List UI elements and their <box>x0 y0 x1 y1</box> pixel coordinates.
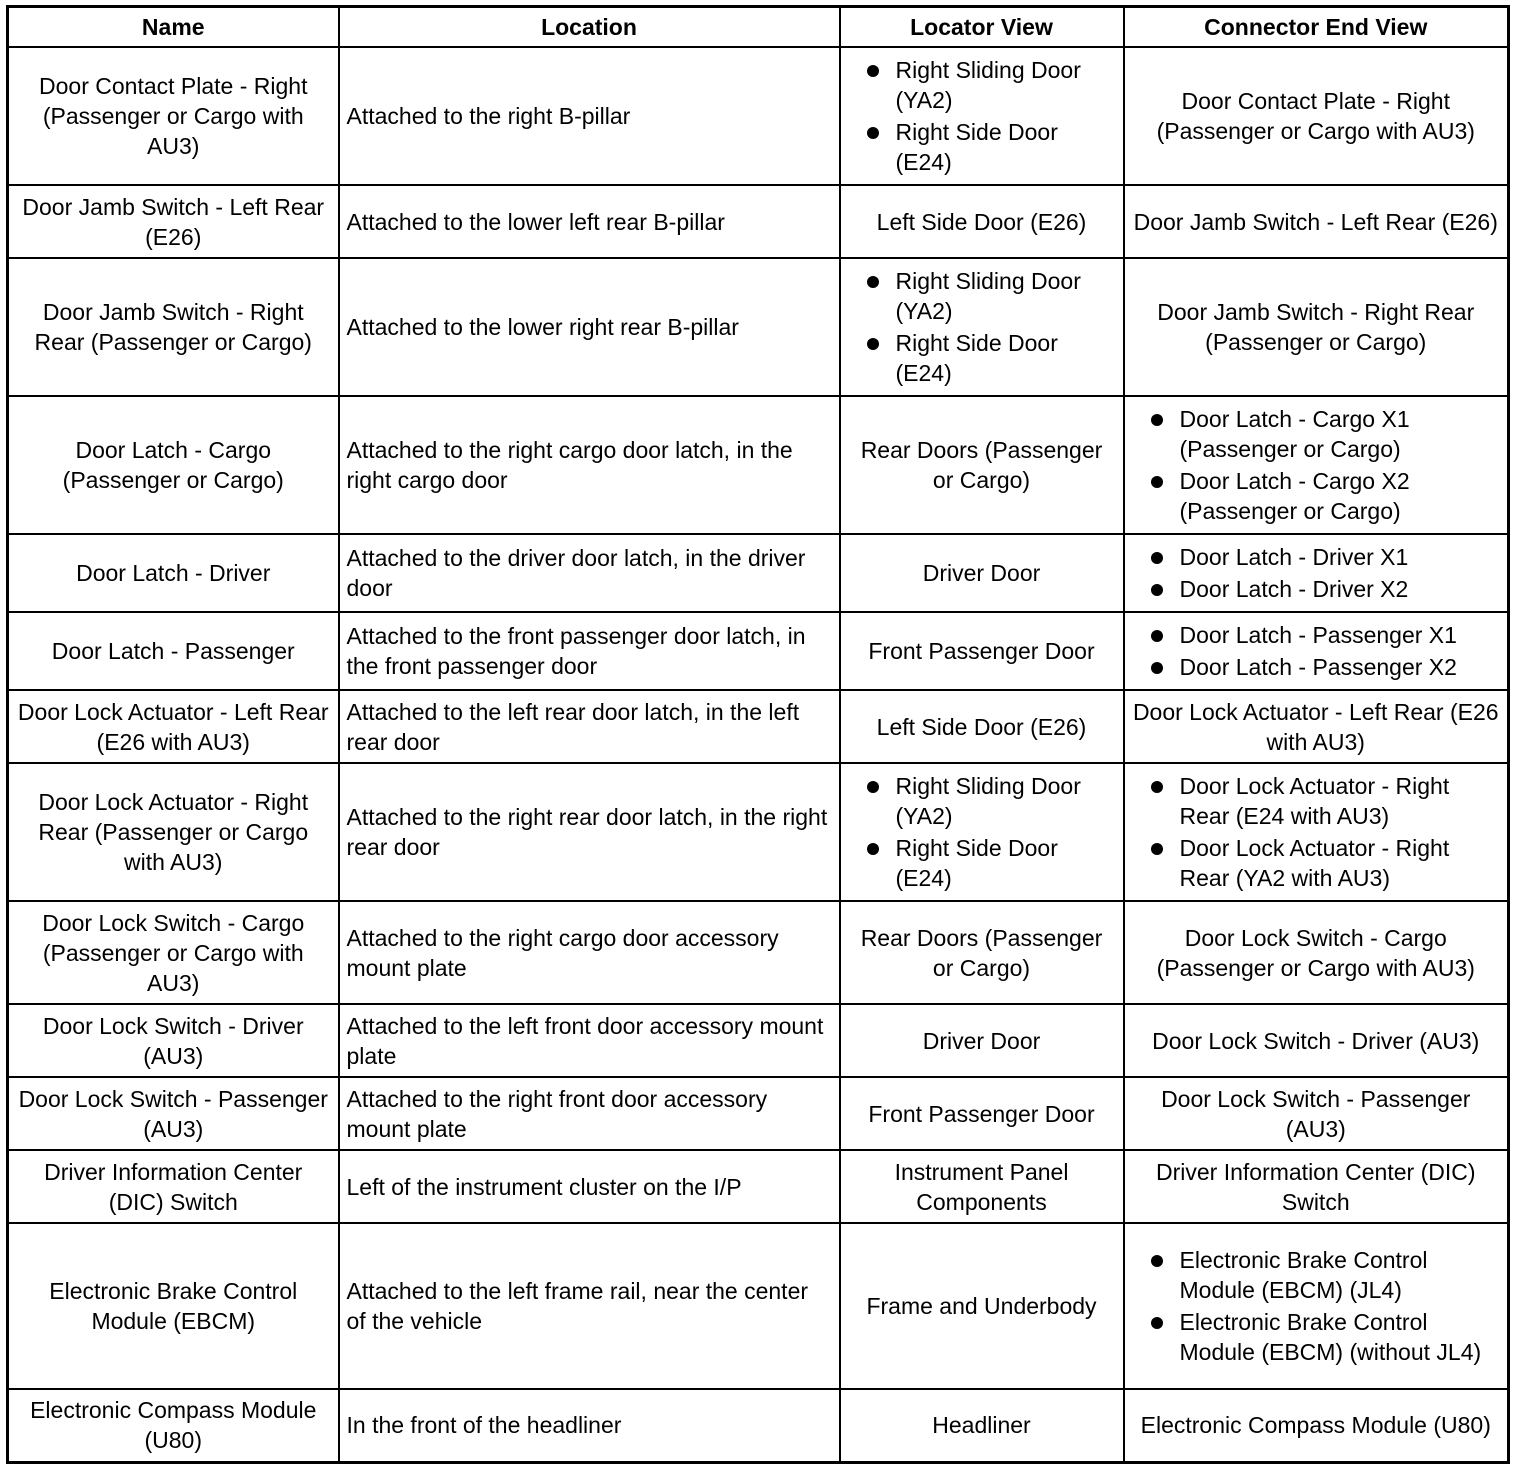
cell-connector-end-view <box>1124 1223 1509 1389</box>
bullet-item: Door Latch - Cargo X2 (Passenger or Cargo) <box>1132 466 1501 526</box>
cell-connector-end-view: Door Lock Switch - Driver (AU3) <box>1124 1004 1509 1077</box>
table-body <box>8 47 1509 1462</box>
bullet-item: Right Side Door (E24) <box>848 117 1116 177</box>
cell-location: Attached to the right rear door latch, in the right rear door <box>339 763 840 901</box>
cell-locator-view: Headliner <box>840 1389 1124 1462</box>
cell-location: Attached to the right cargo door accessory mount plate <box>339 901 840 1004</box>
cell-connector-end-view-list <box>1132 404 1501 526</box>
table-row <box>8 1004 1509 1077</box>
bullet-item: Right Side Door (E24) <box>848 833 1116 893</box>
cell-locator-view-list <box>848 55 1116 177</box>
cell-connector-end-view-list <box>1132 1245 1501 1367</box>
cell-connector-end-view <box>1124 612 1509 690</box>
header-connector-end-view: Connector End View <box>1124 7 1509 48</box>
cell-connector-end-view-list <box>1132 542 1501 604</box>
table-row <box>8 690 1509 763</box>
table-row <box>8 612 1509 690</box>
cell-location: Left of the instrument cluster on the I/P <box>339 1150 840 1223</box>
cell-location: Attached to the front passenger door latch, in the front passenger door <box>339 612 840 690</box>
cell-connector-end-view: Door Jamb Switch - Right Rear (Passenger or Cargo) <box>1124 258 1509 396</box>
bullet-item: Right Sliding Door (YA2) <box>848 266 1116 326</box>
cell-locator-view: Front Passenger Door <box>840 1077 1124 1150</box>
cell-locator-view <box>840 763 1124 901</box>
cell-location: Attached to the right B-pillar <box>339 47 840 185</box>
cell-locator-view: Front Passenger Door <box>840 612 1124 690</box>
cell-connector-end-view-list <box>1132 620 1501 682</box>
cell-location: Attached to the driver door latch, in the driver door <box>339 534 840 612</box>
cell-location: In the front of the headliner <box>339 1389 840 1462</box>
cell-locator-view: Driver Door <box>840 534 1124 612</box>
cell-locator-view: Frame and Underbody <box>840 1223 1124 1389</box>
cell-locator-view-list <box>848 771 1116 893</box>
header-name: Name <box>8 7 339 48</box>
cell-name: Door Latch - Cargo (Passenger or Cargo) <box>8 396 339 534</box>
cell-location: Attached to the left frame rail, near the center of the vehicle <box>339 1223 840 1389</box>
cell-connector-end-view: Driver Information Center (DIC) Switch <box>1124 1150 1509 1223</box>
bullet-item: Right Sliding Door (YA2) <box>848 771 1116 831</box>
table-row <box>8 1150 1509 1223</box>
cell-connector-end-view <box>1124 534 1509 612</box>
bullet-item: Door Latch - Cargo X1 (Passenger or Cargo) <box>1132 404 1501 464</box>
table-row <box>8 396 1509 534</box>
table-row <box>8 1389 1509 1462</box>
table-row <box>8 1223 1509 1389</box>
cell-locator-view: Left Side Door (E26) <box>840 185 1124 258</box>
cell-locator-view: Driver Door <box>840 1004 1124 1077</box>
cell-name: Door Jamb Switch - Right Rear (Passenger or Cargo) <box>8 258 339 396</box>
cell-name: Door Lock Switch - Passenger (AU3) <box>8 1077 339 1150</box>
bullet-item: Electronic Brake Control Module (EBCM) (without JL4) <box>1132 1307 1501 1367</box>
cell-name: Electronic Brake Control Module (EBCM) <box>8 1223 339 1389</box>
bullet-item: Door Latch - Passenger X2 <box>1132 652 1501 682</box>
cell-connector-end-view: Door Contact Plate - Right (Passenger or Cargo with AU3) <box>1124 47 1509 185</box>
cell-name: Driver Information Center (DIC) Switch <box>8 1150 339 1223</box>
cell-location: Attached to the right cargo door latch, in the right cargo door <box>339 396 840 534</box>
cell-connector-end-view: Door Lock Switch - Passenger (AU3) <box>1124 1077 1509 1150</box>
header-locator-view: Locator View <box>840 7 1124 48</box>
table-row <box>8 901 1509 1004</box>
table-row <box>8 763 1509 901</box>
bullet-item: Door Latch - Driver X1 <box>1132 542 1501 572</box>
cell-connector-end-view: Electronic Compass Module (U80) <box>1124 1389 1509 1462</box>
cell-locator-view: Rear Doors (Passenger or Cargo) <box>840 396 1124 534</box>
table-row <box>8 534 1509 612</box>
bullet-item: Right Side Door (E24) <box>848 328 1116 388</box>
cell-location: Attached to the lower left rear B-pillar <box>339 185 840 258</box>
cell-location: Attached to the lower right rear B-pillar <box>339 258 840 396</box>
cell-connector-end-view-list <box>1132 771 1501 893</box>
cell-location: Attached to the left rear door latch, in the left rear door <box>339 690 840 763</box>
cell-connector-end-view <box>1124 763 1509 901</box>
cell-connector-end-view <box>1124 396 1509 534</box>
cell-name: Electronic Compass Module (U80) <box>8 1389 339 1462</box>
cell-location: Attached to the left front door accessory mount plate <box>339 1004 840 1077</box>
header-location: Location <box>339 7 840 48</box>
cell-locator-view: Instrument Panel Components <box>840 1150 1124 1223</box>
cell-connector-end-view: Door Lock Actuator - Left Rear (E26 with AU3) <box>1124 690 1509 763</box>
cell-name: Door Lock Actuator - Left Rear (E26 with AU3) <box>8 690 339 763</box>
cell-locator-view <box>840 47 1124 185</box>
bullet-item: Door Latch - Passenger X1 <box>1132 620 1501 650</box>
table-row <box>8 185 1509 258</box>
cell-locator-view <box>840 258 1124 396</box>
cell-name: Door Jamb Switch - Left Rear (E26) <box>8 185 339 258</box>
bullet-item: Right Sliding Door (YA2) <box>848 55 1116 115</box>
cell-name: Door Lock Switch - Cargo (Passenger or Cargo with AU3) <box>8 901 339 1004</box>
table-row <box>8 47 1509 185</box>
bullet-item: Door Lock Actuator - Right Rear (YA2 with AU3) <box>1132 833 1501 893</box>
cell-connector-end-view: Door Jamb Switch - Left Rear (E26) <box>1124 185 1509 258</box>
cell-name: Door Contact Plate - Right (Passenger or Cargo with AU3) <box>8 47 339 185</box>
header-row <box>8 7 1509 48</box>
cell-location: Attached to the right front door accessory mount plate <box>339 1077 840 1150</box>
table-row <box>8 1077 1509 1150</box>
component-locator-table <box>6 5 1510 1464</box>
cell-name: Door Lock Actuator - Right Rear (Passenger or Cargo with AU3) <box>8 763 339 901</box>
bullet-item: Door Latch - Driver X2 <box>1132 574 1501 604</box>
cell-name: Door Latch - Driver <box>8 534 339 612</box>
cell-locator-view-list <box>848 266 1116 388</box>
bullet-item: Door Lock Actuator - Right Rear (E24 with AU3) <box>1132 771 1501 831</box>
bullet-item: Electronic Brake Control Module (EBCM) (JL4) <box>1132 1245 1501 1305</box>
cell-locator-view: Left Side Door (E26) <box>840 690 1124 763</box>
table-row <box>8 258 1509 396</box>
cell-locator-view: Rear Doors (Passenger or Cargo) <box>840 901 1124 1004</box>
cell-name: Door Lock Switch - Driver (AU3) <box>8 1004 339 1077</box>
cell-name: Door Latch - Passenger <box>8 612 339 690</box>
cell-connector-end-view: Door Lock Switch - Cargo (Passenger or Cargo with AU3) <box>1124 901 1509 1004</box>
